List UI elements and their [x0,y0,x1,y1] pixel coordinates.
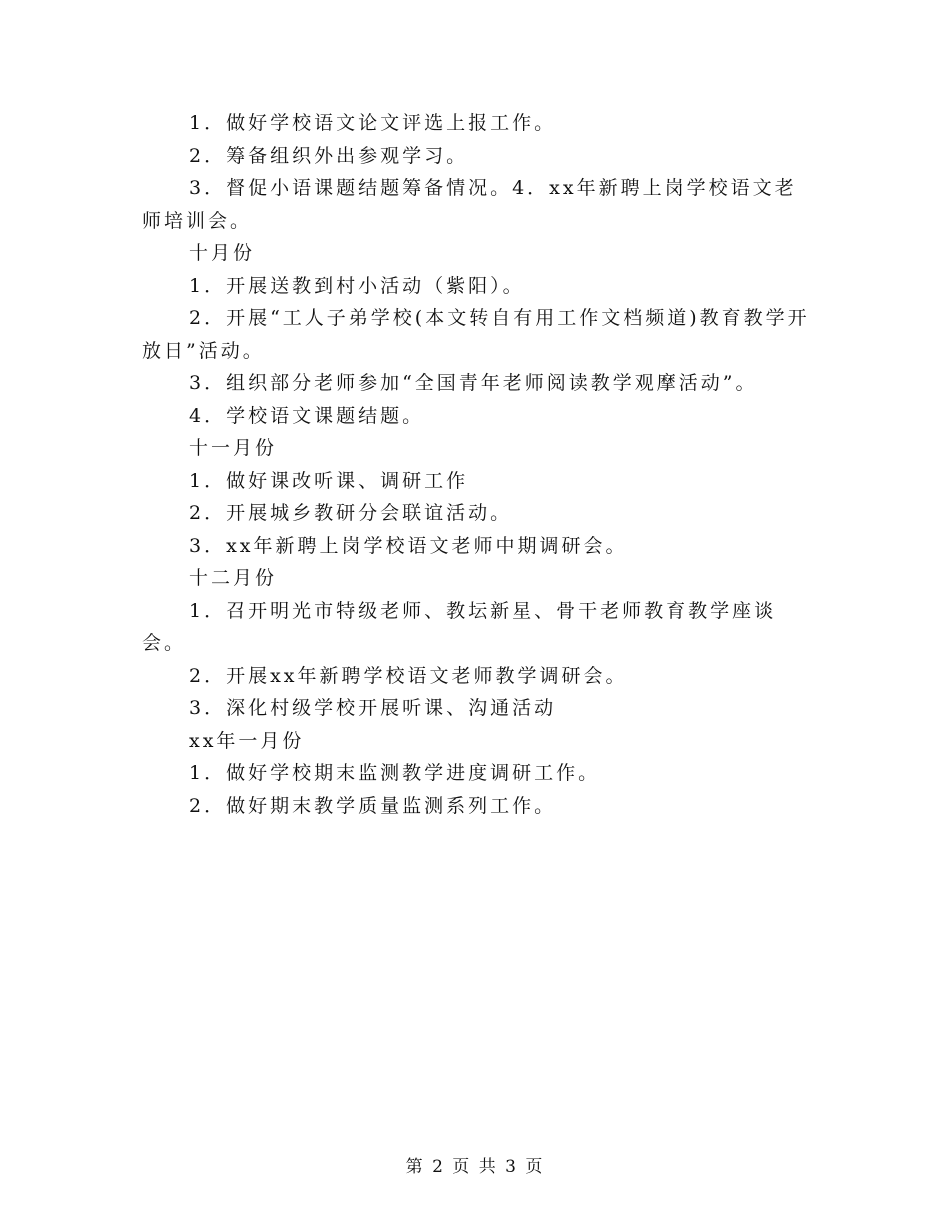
paragraph: 1．召开明光市特级老师、教坛新星、骨干老师教育教学座谈会。 [142,599,777,654]
paragraph: 2．做好期末教学质量监测系列工作。 [189,794,557,817]
paragraph: 4．学校语文课题结题。 [189,404,425,427]
paragraph: 2．筹备组织外出参观学习。 [189,144,469,167]
paragraph: 1．做好学校语文论文评选上报工作。 [189,112,557,134]
section-heading-november: 十一月份 [189,437,278,459]
document-body [142,107,812,822]
section-heading-october: 十月份 [189,242,256,264]
paragraph: 2．开展xx年新聘学校语文老师教学调研会。 [189,664,628,687]
paragraph: 3．深化村级学校开展听课、沟通活动 [189,697,557,719]
section-heading-january: xx年一月份 [189,729,305,752]
paragraph: 2．开展“工人子弟学校(本文转自有用工作文档频道)教育教学开放日”活动。 [142,307,810,362]
paragraph: 2．开展城乡教研分会联谊活动。 [189,502,513,524]
page-number-footer: 第 2 页 共 3 页 [405,1157,545,1177]
paragraph: 3．xx年新聘上岗学校语文老师中期调研会。 [189,534,628,557]
paragraph: 3．组织部分老师参加“全国青年老师阅读教学观摩活动”。 [189,372,758,394]
paragraph: 1．做好学校期末监测教学进度调研工作。 [189,762,601,784]
paragraph: 3．督促小语课题结题筹备情况。4．xx年新聘上岗学校语文老师培训会。 [142,177,797,232]
section-heading-december: 十二月份 [189,567,278,589]
paragraph: 1．做好课改听课、调研工作 [189,469,469,492]
paragraph: 1．开展送教到村小活动（紫阳）。 [189,274,525,297]
